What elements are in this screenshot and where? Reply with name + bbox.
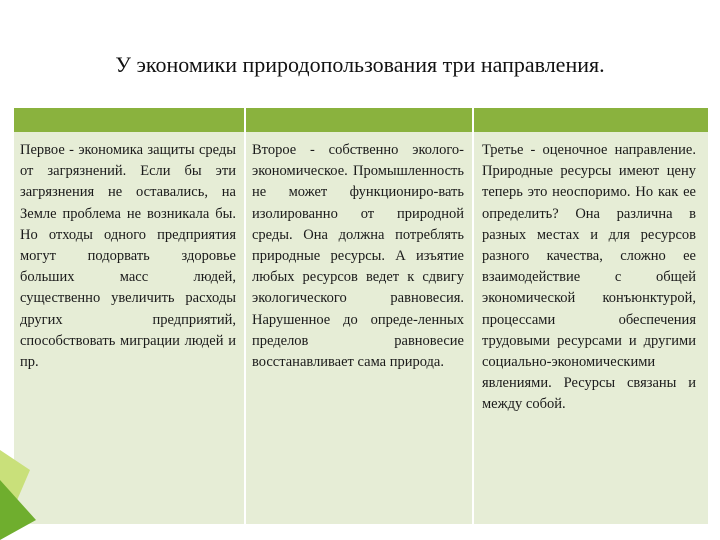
first-direction-text: Первое - экономика защиты среды от загрязнений. Если бы эти загрязнения не оставались, на Земле проблема не возникала бы. Но отходы одного предприятия могут подорвать здоровье больших масс людей, существенно увеличить расходы других предприятий, способствовать миграции людей и пр. (20, 142, 236, 371)
header-separator (244, 108, 246, 132)
third-direction-text: Третье - оценочное направление. Природные ресурсы имеют цену теперь это неоспоримо. Но как ее определить? Она различна в разных местах и для ресурсов разного качества, сложно ее взаимодействие с общей экономической конъюнктурой, процессами обеспечения трудовыми ресурсами и другими социально-экономическими явлениями. Ресурсы связаны и между собой. (482, 142, 696, 413)
slide-title: У экономики природопользования три направления. (115, 52, 605, 77)
corner-decoration (0, 450, 40, 540)
header-separator (472, 108, 474, 132)
table-header-row (14, 108, 708, 132)
second-direction-text: Второе - собственно эколого-экономическое. Промышленность не может функциониро-вать изолированно от природной среды. Она должна потреблять природные ресурсы. А изъятие любых ресурсов ведет к сдвигу экологического равновесия. Нарушенное до опреде-ленных пределов равновесие восстанавливает сама природа. (252, 142, 464, 371)
